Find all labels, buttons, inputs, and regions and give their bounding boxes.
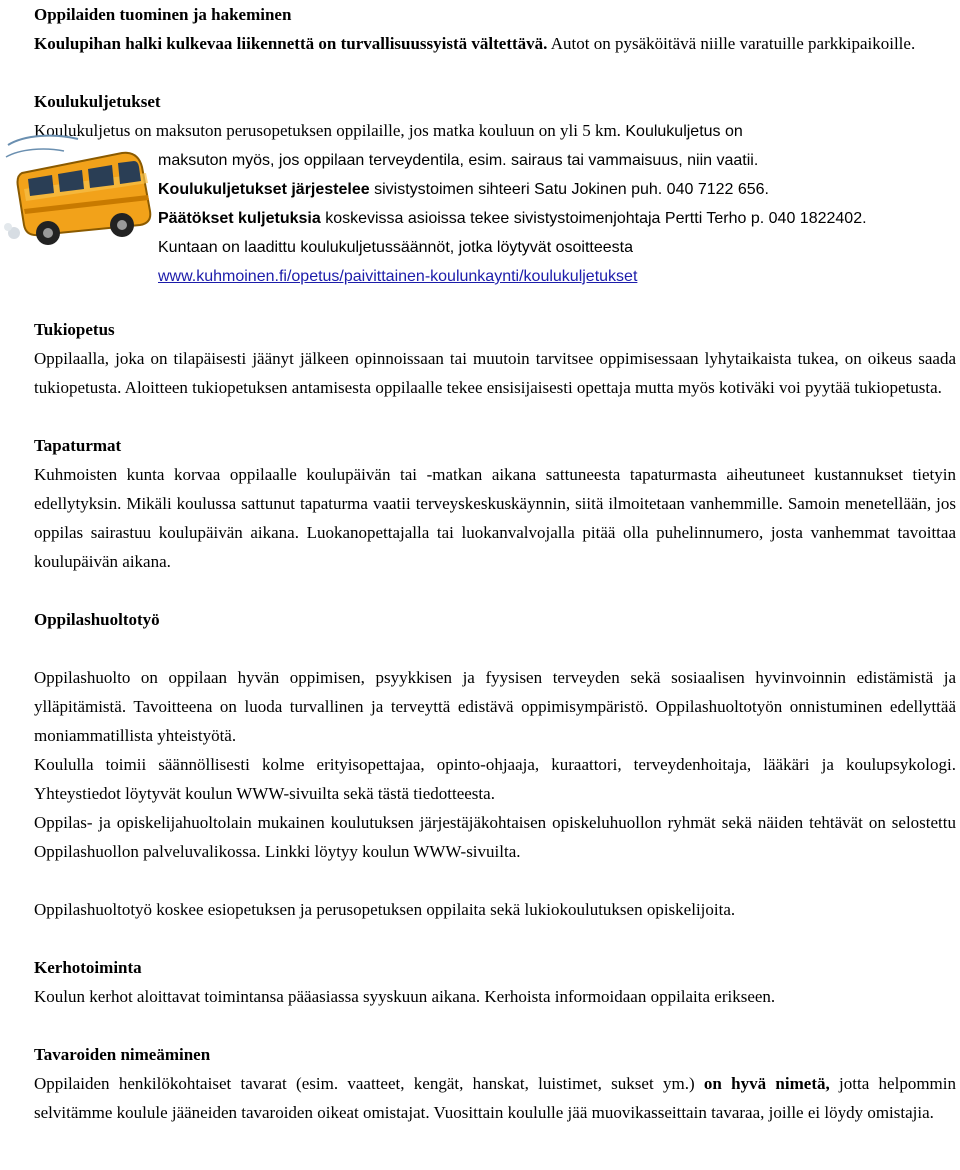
decisions-bold: Päätökset kuljetuksia [158,210,321,227]
pickup-text: Autot on pysäköitävä niille varatuille parkkipaikoille. [547,34,916,53]
decisions-text: koskevissa asioissa tekee sivistystoimenjohtaja Pertti Terho p. 040 1822402. Kuntaan on laadittu koulukuljetussäännöt, jotka löytyvät osoitteesta [158,210,867,256]
welfare-paragraph-1: Oppilashuolto on oppilaan hyvän oppimisen, psyykkisen ja fyysisen terveyden sekä sosiaalisen hyvinvoinnin edistämistä ja ylläpitämistä. Tavoitteena on luoda turvallinen ja terveyttä edistävä oppimisympäristö. Oppilashuoltotyön onnistuminen edellyttää moniammatillista yhteistyötä. [34,668,956,745]
transport-organizer [158,175,956,204]
transport-rules-link[interactable]: www.kuhmoinen.fi/opetus/paivittainen-koulunkaynti/koulukuljetukset [158,268,638,285]
welfare-paragraph-2: Koululla toimii säännöllisesti kolme erityisopettajaa, opinto-ohjaaja, kuraattori, terveydenhoitaja, lääkäri ja koulupsykologi. Yhteystiedot löytyvät koulun WWW-sivuilta sekä tästä tiedotteesta. [34,755,956,803]
organizer-text: sivistystoimen sihteeri Satu Jokinen puh. 040 7122 656. [369,181,769,198]
labeling-text-2: jotta helpommin selvitämme koulule jääneiden tavaroiden oikeat omistajat. Vuosittain koululle jää muovikasseittain tavaraa, joille ei löydy omistajia. [34,1074,956,1122]
accidents-paragraph: Kuhmoisten kunta korvaa oppilaalle koulupäivän tai -matkan aikana sattuneesta tapaturmasta aiheutuneet kustannukset tietyin edellytyksin. Mikäli koulussa sattunut tapaturma vaatii terveyskeskuskäynnin, siitä ilmoitetaan vanhemmille. Samoin menetellään, jos oppilas sairastuu koulupäivän aikana. Luokanopettajalla tai luokanvalvojalla pitää olla puhelinnumero, josta vanhemmat tavoittaa koulupäivän aikana. [34,465,956,571]
section-heading-clubs: Kerhotoiminta [34,958,142,977]
transport-line-1 [34,116,956,146]
pickup-bold-text: Koulupihan halki kulkevaa liikennettä on turvallisuussyistä vältettävä. [34,34,548,53]
welfare-paragraph-4: Oppilashuoltotyö koskee esiopetuksen ja perusopetuksen oppilaita sekä lukiokoulutuksen opiskelijoita. [34,900,736,919]
document [34,0,956,1127]
support-paragraph: Oppilaalla, joka on tilapäisesti jäänyt jälkeen opinnoissaan tai muutoin tarvitsee oppimisessaan lyhytaikaista tukea, on oikeus saada tukiopetusta. Aloitteen tukiopetuksen antamisesta oppilaalle tekee ensisijaisesti opettaja mutta myös kotiväki voi pyytää tukiopetusta. [34,349,956,397]
transport-text-1: Koulukuljetus on maksuton perusopetuksen oppilaille, jos matka kouluun on yli 5 km. [34,121,621,140]
transport-decisions [158,204,878,291]
school-bus-icon [4,129,156,249]
section-heading-pickup: Oppilaiden tuominen ja hakeminen [34,5,292,24]
section-heading-transport: Koulukuljetukset [34,92,161,111]
labeling-bold: on hyvä nimetä, [703,1074,830,1093]
clubs-paragraph: Koulun kerhot aloittavat toimintansa pääasiassa syyskuun aikana. Kerhoista informoidaan oppilaita erikseen. [34,987,776,1006]
labeling-paragraph [34,1069,956,1127]
section-heading-labeling: Tavaroiden nimeäminen [34,1045,211,1064]
pickup-paragraph [34,29,956,58]
transport-text-2a: Koulukuljetus on [620,123,743,140]
transport-line-2: maksuton myös, jos oppilaan terveydentila, esim. sairaus tai vammaisuus, niin vaatii. [158,152,759,169]
section-heading-accidents: Tapaturmat [34,436,122,455]
section-heading-support: Tukiopetus [34,320,115,339]
welfare-paragraph-3: Oppilas- ja opiskelijahuoltolain mukainen koulutuksen järjestäjäkohtaisen opiskeluhuollon ryhmät sekä näiden tehtävät on selostettu Oppilashuollon palveluvalikossa. Linkki löytyy koulun WWW-sivuilta. [34,813,956,861]
organizer-bold: Koulukuljetukset järjestelee [158,181,370,198]
labeling-text-1: Oppilaiden henkilökohtaiset tavarat (esim. vaatteet, kengät, hanskat, luistimet, sukset ym.) [34,1074,704,1093]
transport-section [34,87,956,291]
section-heading-welfare: Oppilashuoltotyö [34,610,160,629]
